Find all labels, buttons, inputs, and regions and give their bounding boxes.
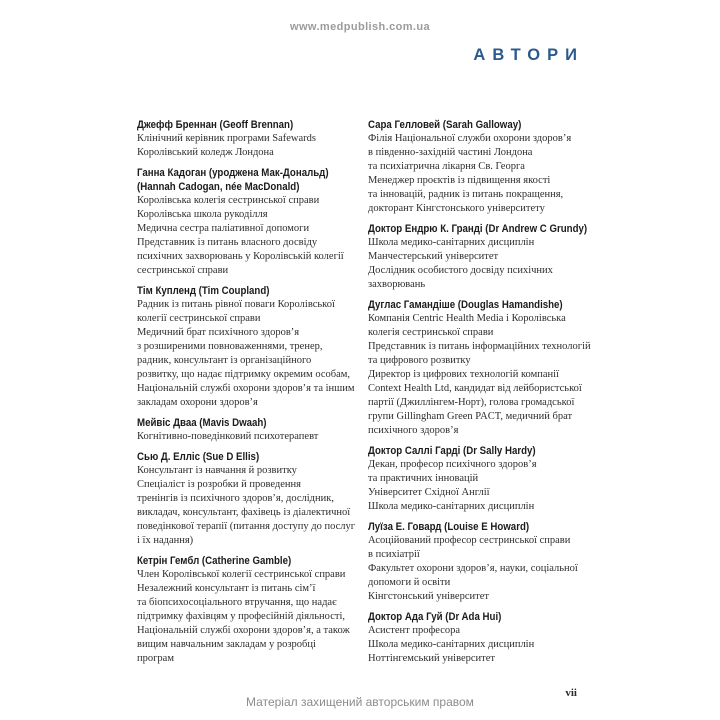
author-name: Доктор Ада Гуй (Dr Ada Hui): [368, 611, 502, 623]
author-detail-line: Незалежний консультант із питань сім’ї: [137, 583, 316, 594]
author-detail-line: вищим навчальним закладам у розробці: [137, 639, 316, 650]
author-detail-line: викладач, консультант, фахівець із діалектичної: [137, 507, 351, 518]
author-detail-line: та біопсихосоціального втручання, що надає: [137, 597, 337, 608]
author-name-alt: (Hannah Cadogan, née MacDonald): [137, 181, 300, 193]
author-detail-line: та психіатрична лікарня Св. Георга: [368, 161, 525, 172]
page-title: АВТОРИ: [473, 46, 584, 64]
author-detail-line: сестринської справи: [137, 265, 229, 276]
author-name: Луїза Е. Говард (Louise E Howard): [368, 521, 530, 533]
author-detail-line: Декан, професор психічного здоров’я: [368, 459, 537, 470]
author-detail-line: Ноттінгемський університет: [368, 653, 496, 664]
author-detail-line: Університет Східної Англії: [368, 487, 490, 498]
author-detail-line: Context Health Ltd, кандидат від лейбористської: [368, 383, 582, 394]
author-name: Доктор Саллі Гарді (Dr Sally Hardy): [368, 445, 536, 457]
author-detail-line: тренінгів із психічного здоров’я, дослідник,: [137, 493, 334, 504]
author-entry-ellis: [137, 450, 365, 548]
author-detail-line: Асоційований професор сестринської справи: [368, 535, 571, 546]
author-detail-line: Школа медико-санітарних дисциплін: [368, 501, 535, 512]
author-detail-line: Королівська школа рукоділля: [137, 209, 268, 220]
author-detail-line: закладам охорони здоров’я: [137, 397, 258, 408]
author-detail-line: колегії сестринської справи: [137, 313, 261, 324]
author-detail-line: Національній службі охорони здоров’я та іншим: [137, 383, 355, 394]
author-detail-line: колегія сестринської справи: [368, 327, 494, 338]
author-detail-line: з розширеними повноваженнями, тренер,: [137, 341, 323, 352]
author-detail-line: Факультет охорони здоров’я, науки, соціальної: [368, 563, 578, 574]
author-detail-line: Консультант із навчання й розвитку: [137, 465, 297, 476]
author-detail-line: та інновацій, радник із питань покращення,: [368, 189, 564, 200]
author-detail-line: Радник із питань рівної поваги Королівської: [137, 299, 335, 310]
author-name: Дуглас Гамандіше (Douglas Hamandishe): [368, 299, 563, 311]
author-detail-line: Когнітивно-поведінковий психотерапевт: [137, 431, 319, 442]
author-entry-dwaah: [137, 416, 365, 444]
author-entry-hardy: [368, 444, 603, 514]
author-detail-line: в південно-західній частині Лондона: [368, 147, 533, 158]
author-detail-line: розвитку, що надає підтримку окремим особам,: [137, 369, 351, 380]
author-detail-line: Представник із питань інформаційних технологій: [368, 341, 591, 352]
author-entry-howard: [368, 520, 603, 604]
author-detail-line: Медичний брат психічного здоров’я: [137, 327, 300, 338]
author-detail-line: Менеджер проєктів із підвищення якості: [368, 175, 551, 186]
page-number: vii: [565, 687, 577, 699]
author-entry-galloway: [368, 118, 603, 216]
author-detail-line: підтримку фахівцям у професійній діяльності,: [137, 611, 345, 622]
author-name: Кетрін Гембл (Catherine Gamble): [137, 555, 292, 567]
author-detail-line: та цифрового розвитку: [368, 355, 471, 366]
author-detail-line: Школа медико-санітарних дисциплін: [368, 639, 535, 650]
author-detail-line: програм: [137, 653, 174, 664]
author-detail-line: Представник із питань власного досвіду: [137, 237, 318, 248]
author-entry-grundy: [368, 222, 603, 292]
author-name: Джефф Бреннан (Geoff Brennan): [137, 119, 294, 131]
author-detail-line: Дослідник особистого досвіду психічних: [368, 265, 553, 276]
author-detail-line: докторант Кінгстонського університету: [368, 203, 545, 214]
authors-column-left: [137, 118, 365, 672]
authors-column-right: [368, 118, 603, 672]
author-entry-cadogan: [137, 166, 365, 278]
author-detail-line: захворювань: [368, 279, 426, 290]
author-name: Сью Д. Елліс (Sue D Ellis): [137, 451, 260, 463]
copyright-note: Матеріал захищений авторським правом: [246, 695, 474, 709]
author-name: Сара Гелловей (Sarah Galloway): [368, 119, 522, 131]
author-detail-line: групи Gillingham Green PACT, медичний брат: [368, 411, 573, 422]
author-detail-line: Клінічний керівник програми Safewards: [137, 133, 317, 144]
author-entry-brennan: [137, 118, 365, 160]
author-name: Тім Купленд (Tim Coupland): [137, 285, 270, 297]
author-detail-line: психічного здоров’я: [368, 425, 459, 436]
author-detail-line: партії (Джиллінгем-Норт), голова громадської: [368, 397, 575, 408]
author-entry-gamble: [137, 554, 365, 666]
author-detail-line: Кінгстонський університет: [368, 591, 489, 602]
author-detail-line: Королівський коледж Лондона: [137, 147, 274, 158]
author-name: Ганна Кадоган (уроджена Мак-Дональд): [137, 167, 329, 179]
author-detail-line: радник, консультант із організаційного: [137, 355, 312, 366]
author-detail-line: та практичних інновацій: [368, 473, 479, 484]
author-detail-line: Компанія Centric Health Media і Королівська: [368, 313, 566, 324]
author-entry-hui: [368, 610, 603, 666]
author-detail-line: Філія Національної служби охорони здоров’я: [368, 133, 572, 144]
author-detail-line: Медична сестра паліативної допомоги: [137, 223, 310, 234]
author-detail-line: в психіатрії: [368, 549, 420, 560]
author-detail-line: допомоги й освіти: [368, 577, 451, 588]
author-detail-line: Школа медико-санітарних дисциплін: [368, 237, 535, 248]
author-detail-line: Член Королівської колегії сестринської справи: [137, 569, 346, 580]
author-detail-line: психічних захворювань у Королівській колегії: [137, 251, 344, 262]
author-detail-line: Спеціаліст із розробки й проведення: [137, 479, 301, 490]
author-detail-line: і їх надання): [137, 535, 194, 546]
author-detail-line: Асистент професора: [368, 625, 461, 636]
author-name: Мейвіс Дваа (Mavis Dwaah): [137, 417, 267, 429]
author-name: Доктор Ендрю К. Гранді (Dr Andrew C Grundy): [368, 223, 588, 235]
author-detail-line: Манчестерський університет: [368, 251, 499, 262]
author-detail-line: поведінкової терапії (питання доступу до послуг: [137, 521, 356, 532]
author-entry-hamandishe: [368, 298, 603, 438]
author-detail-line: Королівська колегія сестринської справи: [137, 195, 320, 206]
author-entry-coupland: [137, 284, 365, 410]
author-detail-line: Директор із цифрових технологій компанії: [368, 369, 559, 380]
watermark-url: www.medpublish.com.ua: [289, 21, 430, 33]
author-detail-line: Національній службі охорони здоров’я, а також: [137, 625, 350, 636]
